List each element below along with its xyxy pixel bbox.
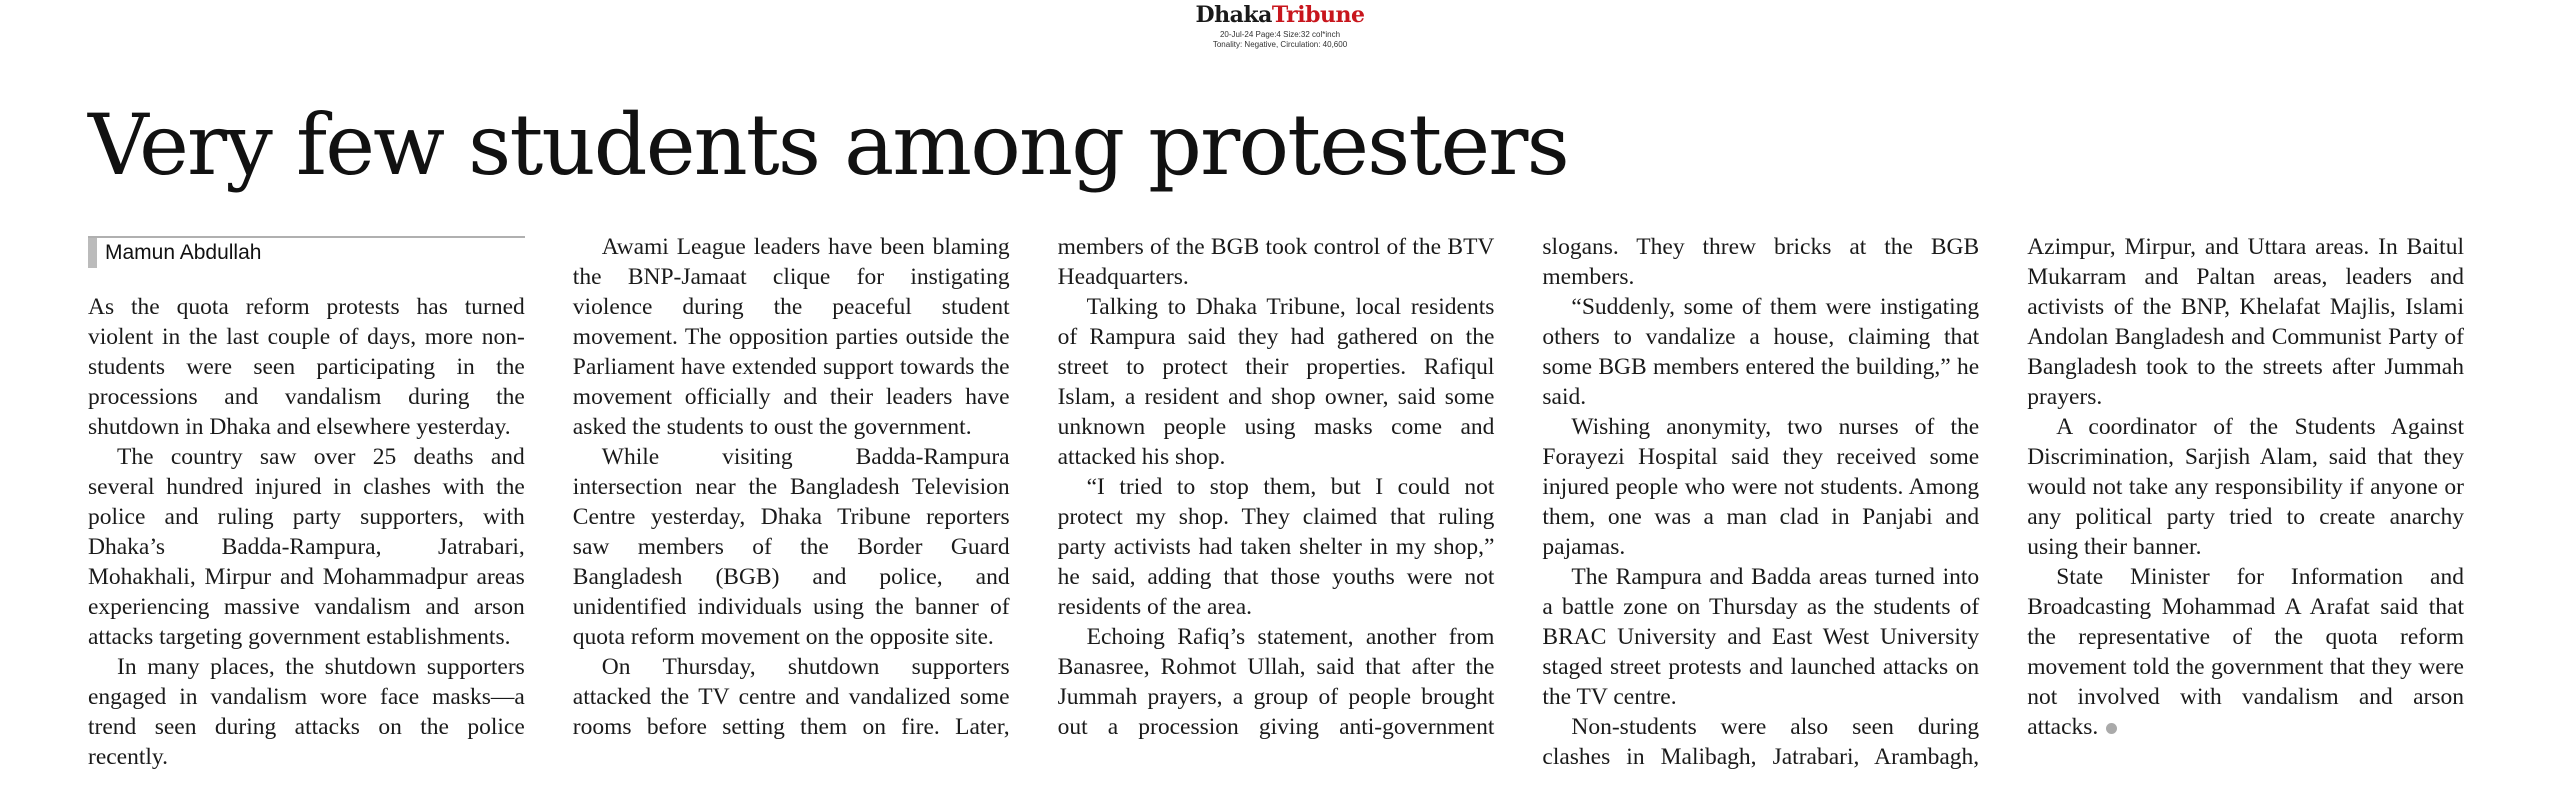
- dhaka-tribune-logo: [0, 4, 2560, 26]
- end-of-article-mark: [2106, 723, 2117, 734]
- article-paragraph: “I tried to stop them, but I could not protect my shop. They claimed that ruling party activists had taken shelter in my shop,” he said, adding that those youths were not residents of the area.: [1057, 474, 1495, 620]
- article-paragraph: Wishing anonymity, two nurses of the Forayezi Hospital said they received some injured people who were not students. Among them, one was a man clad in Panjabi and pajamas.: [1542, 414, 1980, 560]
- article-paragraph: As the quota reform protests has turned violent in the last couple of days, more non-students were seen participating in the processions and vandalism during the shutdown in Dhaka and elsewhere yesterday.: [88, 294, 525, 440]
- article-paragraph: Awami League leaders have been blaming the BNP-Jamaat clique for instigating violence during the peaceful student movement. The opposition parties outside the Parliament have extended support towards the movement officially and their leaders have asked the students to oust the government.: [572, 234, 1010, 440]
- headline: Very few students among protesters: [88, 96, 1568, 194]
- byline-accent-bar: [88, 238, 97, 268]
- article-body: [88, 232, 2464, 782]
- article-paragraphs: [88, 232, 2464, 782]
- article-paragraph: While visiting Badda-Rampura intersection near the Bangladesh Television Centre yesterday, Dhaka Tribune reporters saw members of the Border Guard Bangladesh (BGB) and police, and unidentified individuals using the banner of quota reform movement on the opposite site.: [572, 444, 1010, 650]
- article-paragraph: Talking to Dhaka Tribune, local residents of Rampura said they had gathered on the street to protect their properties. Rafiqul Islam, a resident and shop owner, said some unknown people using masks come and attacked his shop.: [1057, 294, 1495, 470]
- article-paragraph: “Suddenly, some of them were instigating others to vandalize a house, claiming that some BGB members entered the building,” he said.: [1542, 294, 1980, 410]
- masthead: [0, 0, 2560, 50]
- article-paragraph: Echoing Rafiq’s statement, another from Banasree, Rohmot Ullah, said that after the Jummah prayers, a group of people brought out a procession giving anti-government slogans. They threw bricks at the BGB members.: [1057, 234, 1980, 740]
- clipping-meta-line-2: Tonality: Negative, Circulation: 40,600: [1212, 40, 1348, 49]
- article-paragraph: The Rampura and Badda areas turned into a battle zone on Thursday as the students of BRAC University and East West University staged street protests and launched attacks on the TV centre.: [1542, 564, 1980, 710]
- byline-author: Mamun Abdullah: [105, 241, 262, 264]
- article-paragraph: The country saw over 25 deaths and several hundred injured in clashes with the police and ruling party supporters, with Dhaka’s Badda-Rampura, Jatrabari, Mohakhali, Mirpur and Mohammadpur areas experiencing massive vandalism and arson attacks targeting government establishments.: [88, 444, 525, 650]
- article-paragraph: A coordinator of the Students Against Discrimination, Sarjish Alam, said that they would not take any responsibility if anyone or any political party tried to create anarchy using their banner.: [2027, 414, 2464, 560]
- article-paragraph: In many places, the shutdown supporters engaged in vandalism wore face masks—a trend seen during attacks on the police recently.: [88, 654, 525, 770]
- article-paragraph: State Minister for Information and Broadcasting Mohammad A Arafat said that the representative of the quota reform movement told the government that they were not involved with vandalism and arson attacks.: [2027, 564, 2464, 740]
- logo-tribune: Tribune: [1271, 2, 1365, 28]
- byline: [88, 236, 525, 268]
- article-paragraph: On Thursday, shutdown supporters attacked the TV centre and vandalized some rooms before setting them on fire. Later, members of the BGB took control of the BTV Headquarters.: [572, 234, 1495, 740]
- clipping-meta-line-1: 20-Jul-24 Page:4 Size:32 col*inch: [1219, 30, 1341, 39]
- clipping-meta: [0, 30, 2560, 50]
- logo-dhaka: Dhaka: [1195, 2, 1272, 28]
- article-paragraph: Non-students were also seen during clashes in Malibagh, Jatrabari, Arambagh, Azimpur, Mirpur, and Uttara areas. In Baitul Mukarram and Paltan areas, leaders and activists of the BNP, Khelafat Majlis, Islami Andolan Bangladesh and Communist Party of Bangladesh took to the streets after Jummah prayers.: [1542, 234, 2464, 770]
